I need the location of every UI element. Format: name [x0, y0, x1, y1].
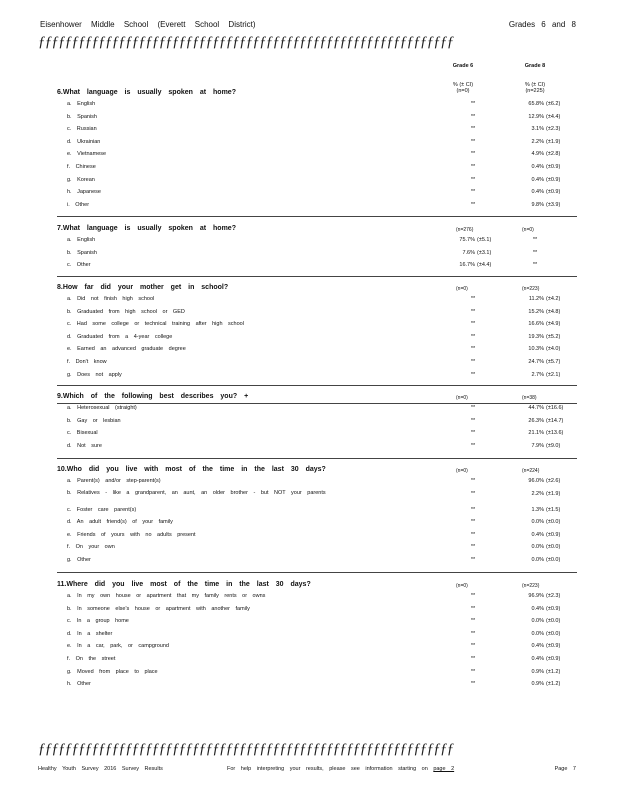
grade8-percent: 12.9% [528, 113, 544, 120]
grade6-suppressed: ** [470, 201, 476, 208]
grade8-ci: (±13.6) [546, 430, 564, 437]
grade6-suppressed: ** [470, 430, 476, 437]
question-text: 9.Which of the following best describes you? + [57, 393, 249, 400]
grade8-percent: 26.3% [528, 417, 544, 424]
grade6-ci: (±4.4) [477, 262, 492, 269]
grade8-ci: (±2.1) [546, 371, 561, 378]
answer-label: b. Relatives - like a grandparent, an aunt, an older brother - but NOT your parents [67, 489, 326, 496]
answer-label: g. Does not apply [67, 371, 122, 378]
grade8-suppressed: ** [532, 237, 538, 243]
grade8-n-count: (n=223) [522, 583, 540, 589]
grade8-percent: 7.9% [531, 442, 544, 449]
grade6-suppressed: ** [470, 643, 476, 650]
answer-label: g. Korean [67, 176, 95, 183]
answer-label: h. Japanese [67, 189, 101, 196]
table-row [57, 306, 577, 319]
answer-label: c. Other [67, 262, 91, 269]
table-row [57, 259, 577, 272]
table-row [57, 488, 577, 504]
grade6-suppressed: ** [470, 176, 476, 183]
question-10 [57, 465, 577, 567]
grade8-n-label: (n=225) [525, 88, 545, 94]
answer-label: d. Not sure [67, 442, 102, 449]
grade8-percent: 24.7% [528, 358, 544, 365]
grade8-percent: 0.9% [531, 681, 544, 688]
grade8-percent: 65.8% [528, 101, 544, 107]
answer-label: d. Ukrainian [67, 138, 101, 145]
help-note [227, 766, 454, 772]
section-divider [57, 572, 577, 573]
answer-label: a. Parent(s) and/or step-parent(s) [67, 478, 161, 484]
grade8-ci: (±0.9) [546, 163, 561, 170]
question-text: 7.What language is usually spoken at home? [57, 225, 236, 232]
grade8-ci: (±3.9) [546, 201, 561, 208]
grade8-percent: 0.4% [531, 643, 544, 650]
table-row [57, 356, 577, 369]
grade8-percent: 2.7% [531, 371, 544, 378]
answer-label: c. Russian [67, 126, 97, 133]
grade6-suppressed: ** [470, 681, 476, 688]
answer-label: b. In someone else's house or apartment with another family [67, 605, 250, 612]
grade8-percent: 0.4% [531, 655, 544, 662]
grade8-percent: 21.1% [528, 430, 544, 437]
question-9 [57, 392, 577, 452]
question-text: 8.How far did your mother get in school? [57, 284, 229, 291]
table-row [57, 516, 577, 529]
grade6-ci-label: % (± CI) [452, 82, 474, 88]
answer-label: g. Other [67, 556, 91, 563]
grade8-percent: 19.3% [528, 333, 544, 340]
table-row [57, 615, 577, 628]
answer-label: i. Other [67, 201, 90, 208]
answer-label: a. Did not finish high school [67, 296, 155, 302]
grade6-suppressed: ** [470, 126, 476, 133]
grade6-n-count: (n=0) [456, 468, 468, 474]
question-text: 11.Where did you live most of the time in the last 30 days? [57, 581, 311, 588]
table-row [57, 504, 577, 517]
grade6-percent: 7.6% [462, 249, 475, 256]
grade8-percent: 96.0% [528, 478, 544, 484]
grade8-ci: (±1.9) [546, 138, 561, 145]
grade6-suppressed: ** [470, 333, 476, 340]
grade8-percent: 0.0% [531, 556, 544, 563]
grade8-ci: (±1.9) [546, 490, 561, 497]
grade6-suppressed: ** [470, 101, 476, 107]
grade8-ci: (±4.4) [546, 113, 561, 120]
grade8-n-count: (n=0) [522, 227, 534, 233]
grade8-ci: (±0.0) [546, 519, 561, 526]
grade6-suppressed: ** [470, 668, 476, 675]
grade8-n-count: (n=38) [522, 395, 537, 401]
grade8-percent: 0.0% [531, 519, 544, 526]
answer-label: e. Vietnamese [67, 151, 107, 158]
answer-label: c. Bisexual [67, 430, 98, 437]
grade8-percent: 0.0% [531, 630, 544, 637]
answer-label: b. Spanish [67, 249, 97, 256]
grade6-percent: 75.7% [459, 237, 475, 243]
grade8-ci: (±0.9) [546, 605, 561, 612]
table-row [57, 554, 577, 567]
table-row [57, 174, 577, 187]
table-row [57, 199, 577, 212]
grade8-ci: (±0.9) [546, 531, 561, 538]
answer-label: a. In my own house or apartment that my family rents or owns [67, 593, 266, 599]
table-row [57, 440, 577, 453]
grade6-suppressed: ** [470, 630, 476, 637]
answer-label: d. In a shelter [67, 630, 113, 637]
grade8-percent: 11.2% [528, 296, 544, 302]
grade6-suppressed: ** [470, 296, 476, 302]
table-row [57, 529, 577, 542]
survey-title: Healthy Youth Survey 2016 Survey Results [38, 766, 163, 772]
answer-label: b. Gay or lesbian [67, 417, 121, 424]
grade8-percent: 0.4% [531, 189, 544, 196]
grade8-percent: 9.8% [531, 201, 544, 208]
grade8-ci: (±0.9) [546, 176, 561, 183]
grade8-ci: (±14.7) [546, 417, 564, 424]
grade8-ci: (±0.0) [546, 544, 561, 551]
grade8-ci-label: % (± CI) [524, 82, 546, 88]
table-row [57, 234, 577, 247]
grade8-percent: 44.7% [528, 405, 544, 411]
grade8-percent: 0.4% [531, 605, 544, 612]
grade8-ci: (±0.9) [546, 643, 561, 650]
grade8-percent: 0.4% [531, 163, 544, 170]
question-title [57, 465, 577, 475]
grade6-suppressed: ** [470, 490, 476, 497]
question-title [57, 224, 577, 234]
grade8-percent: 16.6% [528, 321, 544, 328]
grade8-suppressed: ** [532, 249, 538, 256]
grade8-ci: (±0.9) [546, 655, 561, 662]
help-note-text: For help interpreting your results, please see information starting on [227, 766, 428, 772]
grade6-suppressed: ** [470, 442, 476, 449]
grade8-column-header: Grade 8 [524, 63, 546, 69]
header-divider: ƒƒƒƒƒƒƒƒƒƒƒƒƒƒƒƒƒƒƒƒƒƒƒƒƒƒƒƒƒƒƒƒƒƒƒƒƒƒƒƒƒƒƒƒƒƒƒƒƒƒƒƒƒƒƒƒƒƒƒƒƒƒ [38, 34, 454, 50]
grade6-n-label: (n=0) [456, 88, 470, 94]
grade8-percent: 0.9% [531, 668, 544, 675]
grade8-ci: (±1.2) [546, 681, 561, 688]
school-name: Eisenhower Middle School (Everett School District) [40, 20, 256, 29]
question-6 [57, 88, 577, 211]
answer-label: f. Don't know [67, 358, 107, 365]
grade6-percent: 16.7% [459, 262, 475, 269]
grade8-ci: (±1.5) [546, 506, 561, 513]
footer-divider: ƒƒƒƒƒƒƒƒƒƒƒƒƒƒƒƒƒƒƒƒƒƒƒƒƒƒƒƒƒƒƒƒƒƒƒƒƒƒƒƒƒƒƒƒƒƒƒƒƒƒƒƒƒƒƒƒƒƒƒƒƒƒ [38, 741, 454, 757]
grade8-percent: 0.0% [531, 544, 544, 551]
grade8-ci: (±0.0) [546, 618, 561, 625]
section-divider [57, 458, 577, 459]
grade6-suppressed: ** [470, 519, 476, 526]
grade6-suppressed: ** [470, 506, 476, 513]
grade6-suppressed: ** [470, 618, 476, 625]
grade8-ci: (±5.2) [546, 333, 561, 340]
grade8-ci: (±4.2) [546, 296, 561, 302]
question-8 [57, 283, 577, 381]
answer-label: e. Friends of yours with no adults present [67, 531, 196, 538]
grade6-suppressed: ** [470, 163, 476, 170]
answer-label: e. In a car, park, or campground [67, 643, 169, 650]
table-row [57, 331, 577, 344]
table-row [57, 603, 577, 616]
question-text: 6.What language is usually spoken at home? [57, 89, 236, 96]
answer-label: e. Earned an advanced graduate degree [67, 346, 186, 353]
page-2-link[interactable]: page 2 [433, 766, 455, 772]
grade8-n-count: (n=223) [522, 286, 540, 292]
grade6-suppressed: ** [470, 113, 476, 120]
grade6-ci: (±5.1) [477, 237, 492, 243]
answer-label: b. Spanish [67, 113, 97, 120]
section-title-underline [57, 403, 577, 404]
table-row [57, 247, 577, 260]
table-row [57, 148, 577, 161]
grade8-percent: 2.2% [531, 138, 544, 145]
table-row [57, 343, 577, 356]
answer-label: f. Chinese [67, 163, 96, 170]
grade6-suppressed: ** [470, 417, 476, 424]
grade6-column-header: Grade 6 [452, 63, 474, 69]
grade8-percent: 1.3% [531, 506, 544, 513]
grade6-suppressed: ** [470, 138, 476, 145]
grade6-n-count: (n=0) [456, 286, 468, 292]
grade8-ci: (±16.6) [546, 405, 564, 411]
grade8-ci: (±6.2) [546, 101, 561, 107]
table-row [57, 666, 577, 679]
question-11 [57, 580, 577, 691]
answer-label: a. English [67, 101, 96, 107]
table-row [57, 369, 577, 382]
table-row [57, 293, 577, 306]
question-title [57, 283, 577, 293]
grade8-ci: (±4.0) [546, 346, 561, 353]
answer-label: d. Graduated from a 4-year college [67, 333, 173, 340]
table-row [57, 318, 577, 331]
answer-label: d. An adult friend(s) of your family [67, 519, 173, 526]
grade8-percent: 0.0% [531, 618, 544, 625]
table-row [57, 123, 577, 136]
table-row [57, 628, 577, 641]
table-row [57, 136, 577, 149]
grade6-suppressed: ** [470, 605, 476, 612]
grade8-percent: 96.9% [528, 593, 544, 599]
table-row [57, 415, 577, 428]
grade8-ci: (±2.8) [546, 151, 561, 158]
table-row [57, 475, 577, 488]
grade6-suppressed: ** [470, 531, 476, 538]
grade6-suppressed: ** [470, 308, 476, 315]
grade6-suppressed: ** [470, 478, 476, 484]
grade8-ci: (±2.3) [546, 126, 561, 133]
answer-label: c. In a group home [67, 618, 129, 625]
grade6-suppressed: ** [470, 655, 476, 662]
answer-label: g. Moved from place to place [67, 668, 158, 675]
answer-label: f. On the street [67, 655, 116, 662]
grade6-n-count: (n=0) [456, 583, 468, 589]
answer-label: h. Other [67, 681, 91, 688]
answer-label: a. Heterosexual (straight) [67, 405, 137, 411]
grade6-suppressed: ** [470, 358, 476, 365]
grade8-ci: (±4.8) [546, 308, 561, 315]
table-row [57, 590, 577, 603]
grade6-n-count: (n=276) [456, 227, 474, 233]
answer-label: c. Had some college or technical training after high school [67, 321, 244, 328]
grade6-suppressed: ** [470, 405, 476, 411]
grade8-ci: (±0.0) [546, 556, 561, 563]
table-row [57, 427, 577, 440]
grade6-suppressed: ** [470, 321, 476, 328]
question-title [57, 580, 577, 590]
grade8-ci: (±0.0) [546, 630, 561, 637]
section-divider [57, 276, 577, 277]
grade6-suppressed: ** [470, 593, 476, 599]
section-divider [57, 216, 577, 217]
question-title [57, 88, 577, 98]
table-row [57, 541, 577, 554]
answer-label: c. Foster care parent(s) [67, 506, 137, 513]
answer-label: a. English [67, 237, 96, 243]
grade8-suppressed: ** [532, 262, 538, 269]
grade8-percent: 3.1% [531, 126, 544, 133]
page-number: Page 7 [554, 766, 576, 772]
grade8-percent: 10.3% [528, 346, 544, 353]
table-row [57, 186, 577, 199]
table-row [57, 161, 577, 174]
grade8-ci: (±9.0) [546, 442, 561, 449]
table-row [57, 98, 577, 111]
question-7 [57, 224, 577, 272]
grade6-n-count: (n=0) [456, 395, 468, 401]
question-text: 10.Who did you live with most of the time in the last 30 days? [57, 466, 326, 473]
grade8-n-count: (n=224) [522, 468, 540, 474]
table-row [57, 111, 577, 124]
grades-label: Grades 6 and 8 [508, 20, 576, 29]
grade8-percent: 4.9% [531, 151, 544, 158]
grade6-suppressed: ** [470, 371, 476, 378]
grade6-suppressed: ** [470, 346, 476, 353]
grade8-ci: (±5.7) [546, 358, 561, 365]
section-divider [57, 385, 577, 386]
grade8-ci: (±2.3) [546, 593, 561, 599]
grade8-ci: (±1.2) [546, 668, 561, 675]
grade8-percent: 0.4% [531, 176, 544, 183]
grade8-ci: (±2.6) [546, 478, 561, 484]
grade8-ci: (±0.9) [546, 189, 561, 196]
grade8-ci: (±4.9) [546, 321, 561, 328]
table-row [57, 678, 577, 691]
grade6-suppressed: ** [470, 544, 476, 551]
grade6-ci: (±3.1) [477, 249, 492, 256]
grade6-suppressed: ** [470, 151, 476, 158]
answer-label: b. Graduated from high school or GED [67, 308, 185, 315]
grade6-suppressed: ** [470, 189, 476, 196]
question-title [57, 392, 577, 402]
grade8-percent: 0.4% [531, 531, 544, 538]
grade8-percent: 2.2% [531, 490, 544, 497]
grade6-suppressed: ** [470, 556, 476, 563]
table-row [57, 653, 577, 666]
grade8-percent: 15.2% [528, 308, 544, 315]
table-row [57, 640, 577, 653]
answer-label: f. On your own [67, 544, 115, 551]
